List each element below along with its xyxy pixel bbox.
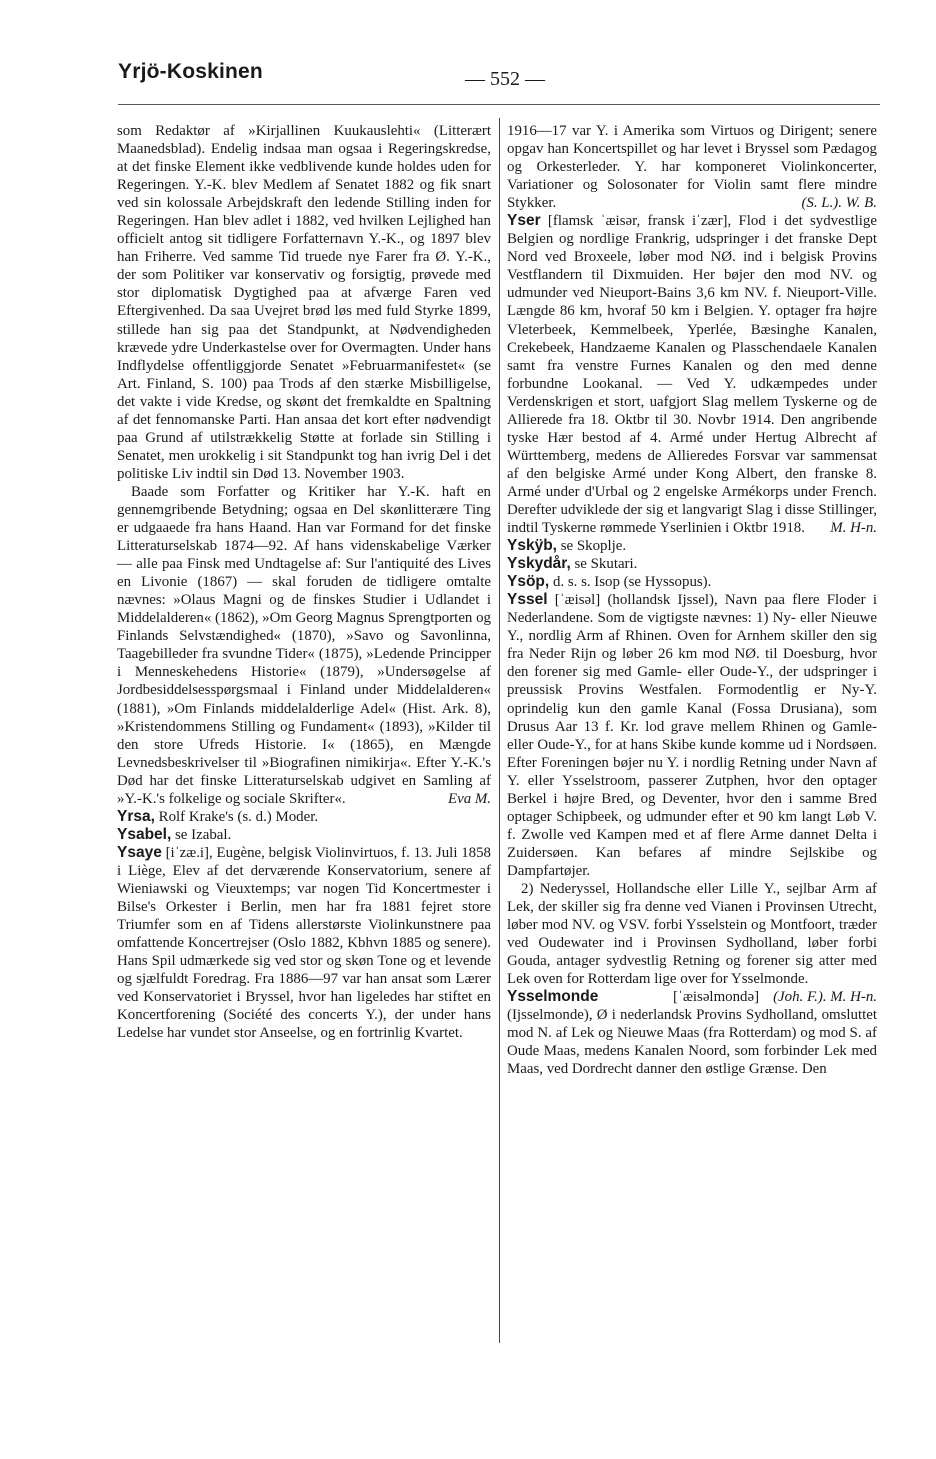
entry-yskyb: Yskÿb, se Skoplje.: [507, 537, 627, 555]
headword: Yssel: [507, 591, 548, 609]
author-signature: (S. L.). W. B.: [801, 195, 877, 212]
entry-ysabel: Ysabel, se Izabal.: [117, 825, 232, 843]
header-rule: [118, 104, 880, 105]
entry-ysaye: Ysaye [iˈzæ.i], Eugène, belgisk Violinvirtuos, f. 13. Juli 1858 i Liège, Elev af det derværende Konservatorium, senere af Wieniawski og Vieuxtemps; var nogen Tid Koncertmester i Bilse's Orkester i Berlin, men har fra 1881 fejret store Triumfer som en af Tidens allerstørste Violinkunstnere paa omfattende Koncertrejser (Oslo 1882, Kbhvn 1885 og senere). Hans Spil udmærkede sig ved stor og skøn Tone og et levende og sjælfuldt Foredrag. Fra 1886—97 var han ansat som Lærer ved Konservatoriet i Bryssel, hvor han ligeledes har stiftet en Koncertforening (Société des concerts Y.), der under hans Ledelse har vundet stor Anseelse, og en fortrinlig Kvartet.: [117, 843, 491, 1042]
article-paragraph: 1916—17 var Y. i Amerika som Virtuos og Dirigent; senere opgav han Koncertspillet og har levet i Bryssel som Pædagog og Orkesterleder. Y. har komponeret Violinkoncerter, Variationer og Solosonater for Violin samt flere mindre Stykker. (S. L.). W. B.: [507, 123, 877, 212]
page-number: — 552 —: [465, 68, 545, 90]
headword: Ysselmonde: [507, 988, 599, 1006]
article-paragraph: Baade som Forfatter og Kritiker har Y.-K. haft en gennemgribende Betydning; ogsaa en Del skønlitterære Ting er udgaaede fra hans Haand. Han var Formand for det finske Litteraturselskab 1874—92. Af hans videnskabelige Værker — alle paa Finsk med Undtagelse af: Sur l'antiquité des Lives en Livonie (1867) — skal foruden de tidligere omtalte nævnes: »Olaus Magni og de finskes Studier i Udlandet i Middelalderen« (1862), »Om Georg Magnus Sprengtporten og Finlands Selvstændighed« (1870), »Savo og Savonlinna, Taagebilleder fra svundne Tider« (1875), »Ledende Principper i Menneskehedens Historie« (1879), »Undersøgelse af Jordbesiddelsesspørgsmaal i Finland under Middelalderen« (1881), »Om Finlands middelalderlige Adel« (Hist. Ark. 8), »Kristendommens Stilling og Fundament« (1893), »Kilder til den store Ufreds Historie. I« (1865), en Mængde Levnedsbeskrivelser til »Biografinen nimikirja«. Efter Y.-K.'s Død har det finske Litteraturselskab udgivet en Samling af »Y.-K.'s folkelige og sociale Skrifter«. Eva M.: [117, 483, 491, 807]
entry-yrsa: Yrsa, Rolf Krake's (s. d.) Moder.: [117, 807, 319, 825]
headword: Yser: [507, 212, 541, 230]
entry-yssel: Yssel [ˈæisəl] (hollandsk Ijssel), Navn paa flere Floder i Nederlandene. Som de vigtigste nævnes: 1) Ny- eller Nieuwe Y., nordlig Arm af Rhinen. Oven for Arnhem skiller den sig fra Neder Rijn og løber 26 km mod NØ. til Doesburg, hvor den forener sig med Gamle- eller Oude-Y., der udspringer i preussisk Provins Westfalen. Formodentlig er Ny-Y. oprindelig kun den gamle Kanal (Fossa Drusiana), som Drusus Aar 13 f. Kr. lod grave mellem Rhinen og Gamle- eller Oude-Y., for at hans Skibe kunde komme ud i Nordsøen. Efter Foreningen bøjer nu Y. i nordlig Retning under Navn af Y. eller Ysselstroom, passerer Zutphen, hvor den optager Berkel i højre Bred, og Deventer, hvor den i samme Bred optager Schipbeek, og udmunder efter et 90 km langt Løb V. f. Zwolle ved Kampen med et af flere Arme dannet Delta i Zuidersøen. Kan befares af mindre Sejlskibe og Dampfartøjer.: [507, 591, 877, 879]
right-column: [507, 122, 877, 1078]
column-divider: [499, 118, 500, 1343]
entry-yser: Yser [flamsk ˈæisər, fransk iˈzær], Flod i det sydvestlige Belgien og nordlige Frankrig, udspringer i det franske Dept Nord ved Broxeele, løber mod NØ. ind i belgisk Provins Vestflandern til Dixmuiden. Her bøjer den mod NV. og udmunder ved Nieuport-Bains 3,6 km NV. f. Nieuport-Ville. Længde 86 km, hvoraf 50 km i Belgien. Y. optager fra højre Vleterbeek, Kemmelbeek, Yperlée, Bæsinghe Kanalen, Crekebeek, Handzaeme Kanalen og Plasschendaele Kanalen samt fra venstre Furnes Kanalen og den med denne forbundne Lookanal. — Ved Y. udkæmpedes under Verdenskrigen et stort, uafgjort Slag mellem Tyskerne og de Allierede fra 18. Oktbr til 30. Novbr 1914. Den angribende tyske Hær bestod af 4. Armé under Hertug Albrecht af Württemberg, medens de Allieredes Forsvar var sammensat af den belgiske Armé under Kong Albert, den franske 8. Armé under d'Urbal og 2 engelske Armékorps under French. Derefter udviklede der sig et langvarigt Slag i disse Stillinger, indtil Tyskerne rømmede Yserlinien i Oktbr 1918. M. H-n.: [507, 212, 877, 537]
author-signature: M. H-n.: [830, 520, 877, 537]
article-paragraph: som Redaktør af »Kirjallinen Kuukauslehti« (Litterært Maanedsblad). Endelig indsaa man ogsaa i Regeringskredse, at det finske Element ikke vedblivende kunde holdes uden for Regeringen. Y.-K. blev Medlem af Senatet 1882 og fik snart ved sin kolossale Arbejdskraft den ledende Stilling inden for Regeringen. Han blev adlet i 1882, ved hvilken Lejlighed han officielt antog sit tidligere Forfatternavn Y.-K., og 1897 blev han Friherre. Ved samme Tid truede nye Farer fra Ø. Y.-K., der som Politiker var konservativ og forsigtig, prøvede med stor diplomatisk Dygtighed paa at afværge Faren ved Eftergivenhed. Da saa Uvejret brød løs med fuld Styrke 1899, stillede han sig paa det Standpunkt, at Nødvendigheden krævede ydre Underkastelse over for Overmagten. Under hans Indflydelse offentliggjorde Senatet »Februarmanifestet« (se Art. Finland, S. 100) paa Trods af den stærke Misbilligelse, det vakte i vide Kredse, og skønt det fremkaldte en Spaltning af det fennomanske Parti. Han ansaa det kort efter nødvendigt paa Grund af utilstrækkelig Støtte at forlade sin Stilling i Senatet, men urokkelig i sit Standpunkt tog han ivrig Del i det politiske Liv indtil sin Død 13. November 1903.: [117, 123, 491, 482]
headword: Ysöp,: [507, 573, 550, 591]
headword: Yskÿb,: [507, 537, 557, 555]
entry-ysop: Ysöp, d. s. s. Isop (se Hyssopus).: [507, 573, 712, 591]
headword: Yrsa,: [117, 807, 155, 825]
author-signature: Eva M.: [448, 790, 491, 807]
headword: Ysaye: [117, 843, 162, 861]
entry-yskydar: Yskydår, se Skutari.: [507, 555, 638, 573]
headword: Yskydår,: [507, 555, 571, 573]
author-signature: (Joh. F.). M. H-n.: [773, 989, 877, 1006]
running-head-title: Yrjö-Koskinen: [118, 60, 263, 83]
left-column: [117, 122, 491, 1042]
headword: Ysabel,: [117, 825, 172, 843]
entry-ysselmonde: Ysselmonde [ˈæisəlmondə] (Ijsselmonde), Ø i nederlandsk Provins Sydholland, omsluttet mod N. af Lek og Nieuwe Maas (fra Rotterdam) og mod S. af Oude Maas, medens Kanalen Noord, som forbinder Lek med Maas, ved Dordrecht danner den østlige Grænse. Den: [507, 988, 877, 1078]
article-paragraph: 2) Nederyssel, Hollandsche eller Lille Y., sejlbar Arm af Lek, der skiller sig fra denne ved Vianen i Provinsen Utrecht, løber mod NV. og VSV. forbi Ysselstein og Montfoort, træder ved Oudewater ind i Provinsen Sydholland, løber forbi Gouda, antager sydvestlig Retning og forener sig atter med Lek oven for Rotterdam lige over for Ysselmonde. (Joh. F.). M. H-n.: [507, 880, 877, 1006]
